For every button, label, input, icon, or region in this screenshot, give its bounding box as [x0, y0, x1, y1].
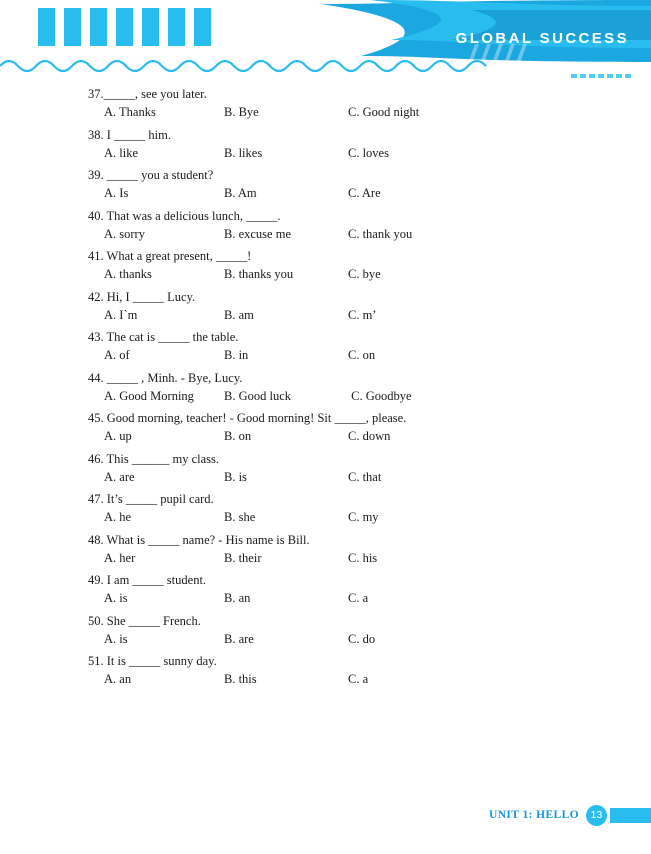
option-a[interactable]: A. is [104, 631, 128, 646]
option-c[interactable]: C. m’ [348, 307, 377, 322]
option-c[interactable]: C. his [348, 550, 378, 565]
question-options [88, 184, 578, 202]
option-c[interactable]: C. on [348, 348, 376, 362]
option-a[interactable]: A. of [104, 348, 130, 362]
header-bar-decoration [38, 8, 211, 46]
question-options [88, 387, 578, 405]
option-b[interactable]: B. excuse me [224, 226, 291, 241]
option-c[interactable]: C. my [348, 510, 379, 524]
exercise-item [88, 370, 578, 405]
header-bar-2 [64, 8, 81, 46]
exercise-list [88, 86, 578, 694]
wave-divider [0, 54, 651, 76]
option-a[interactable]: A. an [104, 672, 132, 686]
option-a[interactable]: A. is [104, 591, 128, 605]
option-a[interactable]: A. I`m [104, 307, 138, 322]
exercise-item [88, 410, 578, 445]
header-bar-3 [90, 8, 107, 46]
page-number: 13 [586, 805, 607, 826]
header-bar-4 [116, 8, 133, 46]
option-c[interactable]: C. Goodbye [348, 388, 412, 403]
option-b[interactable]: B. is [224, 469, 247, 484]
question-options [88, 144, 578, 162]
option-c[interactable]: C. thank you [348, 226, 413, 241]
question-stem: 47. It’s _____ pupil card. [88, 492, 214, 506]
option-b[interactable]: B. Bye [224, 105, 259, 119]
exercise-item [88, 329, 578, 364]
option-c[interactable]: C. bye [348, 267, 381, 281]
option-c[interactable]: C. Are [348, 186, 381, 200]
option-b[interactable]: B. Am [224, 186, 257, 200]
exercise-item [88, 491, 578, 526]
option-a[interactable]: A. are [104, 469, 135, 484]
option-b[interactable]: B. this [224, 672, 257, 686]
question-options [88, 103, 578, 121]
question-stem: 49. I am _____ student. [88, 573, 207, 587]
option-b[interactable]: B. in [224, 348, 249, 362]
option-c[interactable]: C. a [348, 591, 369, 605]
question-stem: 45. Good morning, teacher! - Good morning! Sit _____, please. [88, 411, 407, 425]
question-options [88, 427, 578, 445]
exercise-item [88, 451, 578, 486]
exercise-item [88, 167, 578, 202]
option-b[interactable]: B. their [224, 550, 262, 565]
option-c[interactable]: C. Good night [348, 105, 420, 119]
option-b[interactable]: B. Good luck [224, 388, 292, 403]
option-b[interactable]: B. likes [224, 145, 263, 160]
question-options [88, 265, 578, 283]
brand-title: GLOBAL SUCCESS [455, 30, 629, 47]
dot-grid-decoration [571, 74, 633, 78]
question-options [88, 225, 578, 243]
question-stem: 51. It is _____ sunny day. [88, 654, 217, 668]
exercise-item [88, 289, 578, 324]
option-b[interactable]: B. thanks you [224, 267, 294, 281]
question-options [88, 468, 578, 486]
question-stem: 38. I _____ him. [88, 127, 171, 142]
question-stem: 37._____, see you later. [88, 87, 207, 101]
exercise-item [88, 572, 578, 607]
header-bar-5 [142, 8, 159, 46]
header-bar-6 [168, 8, 185, 46]
option-a[interactable]: A. thanks [104, 267, 152, 281]
option-c[interactable]: C. that [348, 469, 382, 484]
option-b[interactable]: B. are [224, 631, 254, 646]
question-stem: 39. _____ you a student? [88, 168, 214, 182]
exercise-item [88, 613, 578, 648]
question-options [88, 589, 578, 607]
option-c[interactable]: C. loves [348, 145, 389, 160]
option-a[interactable]: A. Thanks [104, 105, 156, 119]
question-stem: 40. That was a delicious lunch, _____. [88, 208, 281, 223]
question-stem: 50. She _____ French. [88, 613, 201, 628]
exercise-item [88, 127, 578, 162]
option-a[interactable]: A. her [104, 550, 136, 565]
option-a[interactable]: A. up [104, 429, 132, 443]
header-bar-7 [194, 8, 211, 46]
option-c[interactable]: C. down [348, 429, 391, 443]
question-options [88, 549, 578, 567]
option-a[interactable]: A. Is [104, 186, 129, 200]
option-a[interactable]: A. he [104, 510, 132, 524]
question-stem: 41. What a great present, _____! [88, 249, 252, 263]
page-header [0, 0, 651, 78]
option-a[interactable]: A. like [104, 145, 139, 160]
option-b[interactable]: B. an [224, 591, 251, 605]
exercise-item [88, 208, 578, 243]
option-b[interactable]: B. on [224, 429, 252, 443]
question-options [88, 670, 578, 688]
question-stem: 46. This ______ my class. [88, 451, 220, 466]
header-bar-1 [38, 8, 55, 46]
question-stem: 42. Hi, I _____ Lucy. [88, 289, 196, 304]
unit-label: UNIT 1: HELLO [489, 809, 579, 821]
question-options [88, 630, 578, 648]
exercise-item [88, 653, 578, 688]
question-stem: 48. What is _____ name? - His name is Bill. [88, 532, 310, 547]
question-options [88, 508, 578, 526]
page-footer [489, 804, 651, 826]
question-options [88, 346, 578, 364]
option-c[interactable]: C. a [348, 672, 369, 686]
question-stem: 44. _____ , Minh. - Bye, Lucy. [88, 370, 243, 385]
exercise-item [88, 86, 578, 121]
exercise-item [88, 532, 578, 567]
footer-bar-decoration [610, 808, 651, 823]
question-stem: 43. The cat is _____ the table. [88, 330, 239, 344]
exercise-item [88, 248, 578, 283]
option-c[interactable]: C. do [348, 631, 376, 646]
question-options [88, 306, 578, 324]
option-a[interactable]: A. sorry [104, 226, 145, 241]
option-b[interactable]: B. she [224, 510, 256, 524]
option-b[interactable]: B. am [224, 307, 254, 322]
option-a[interactable]: A. Good Morning [104, 388, 194, 403]
